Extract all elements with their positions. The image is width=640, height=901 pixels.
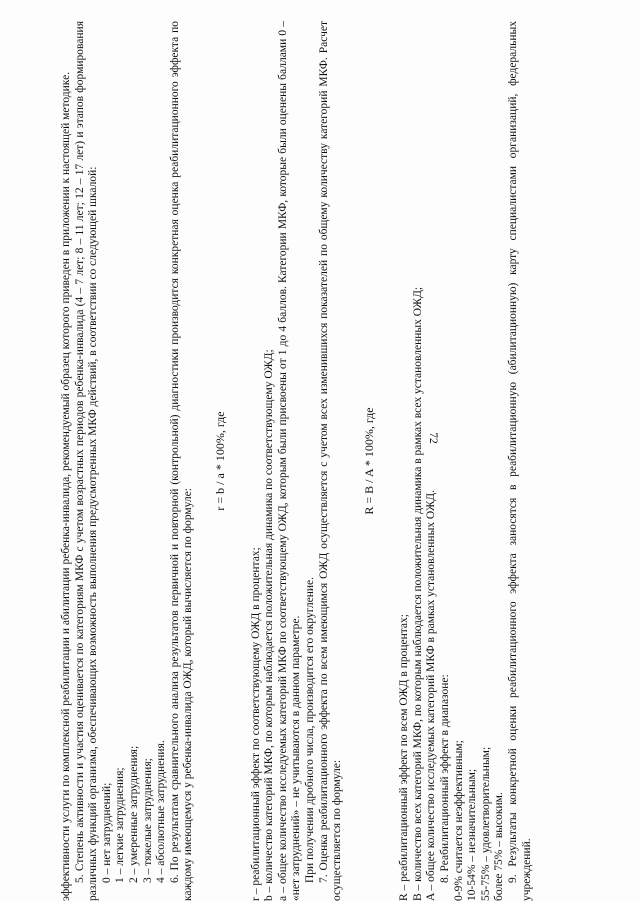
paragraph-9: 9. Результаты конкретной оценки реабилитационного эффекта заносятся в реабилитационную (абилитационную) карту специалистами организаций, федеральных учреждений. — [507, 21, 533, 901]
scale-item-2: 2 – умеренные затруднения; — [127, 745, 140, 883]
paragraph-8: 8. Реабилитационный эффект в диапазоне: — [439, 674, 452, 883]
scale-item-0: 0 – нет затруднений; — [100, 782, 113, 883]
definition-B: B – количество всех категорий МКФ, по которым наблюдается положительная динамика в рамках всех установленных ОЖД; — [411, 286, 424, 901]
range-10-54: 10-54% – незначительным; — [466, 768, 479, 901]
paragraph-intro: эффективности услуги по комплексной реабилитации и абилитации ребенка-инвалида, рекомендуемый образец которого приведен в приложении к настоящей методике. — [60, 71, 72, 901]
formula-r: r = b / a * 100%, где — [212, 411, 227, 511]
range-above-75: более 75% – высоким. — [493, 792, 506, 901]
definition-b: b – количество категорий МКФ, по которым наблюдается положительная динамика по соответствующему ОЖД; — [263, 349, 276, 901]
definition-R: R – реабилитационный эффект по всем ОЖД в процентах; — [398, 614, 411, 901]
range-0-9: 0-9% считается неэффективным; — [452, 740, 465, 901]
scale-item-4: 4 – абсолютные затруднения. — [155, 740, 168, 883]
range-55-75: 55-75% – удовлетворительным; — [479, 746, 492, 901]
scale-item-1: 1 – легкие затруднения; — [114, 767, 127, 883]
paragraph-5: 5. Степень активности и участия оценивается по категориям МКФ с учетом возрастных периодов ребенка-инвалида (4 – 7 лет; 8 – 11 лет; 12 – 17 лет) и этапов формирования различных функций организма, обеспечивающих возможность выполнения предусмотренных МКФ действий, в соответствии со следующей шкалой: — [73, 21, 100, 901]
paragraph-6: 6. По результатам сравнительного анализа результатов первичной и повторной (контрольной) диагностики производится конкретная оценка реабилитационного эффекта по каждому имеющемуся у ребенка-инвалида ОЖД, который вычисляется по формуле: — [168, 21, 195, 901]
definition-a: a – общее количество исследуемых категорий МКФ по соответствующему ОЖД, которым были присвоены от 1 до 4 баллов. Категории МКФ, которые были оценены баллами 0 – «нет затруднений» – не учитываются в данном параметре. — [276, 21, 303, 901]
rotated-text-block — [60, 21, 620, 901]
definition-r: r – реабилитационный эффект по соответствующему ОЖД в процентах; — [249, 547, 262, 901]
rounding-note: При получении дробного числа, производится его округление. — [303, 576, 316, 883]
scale-item-3: 3 – тяжелые затруднения; — [141, 758, 154, 883]
formula-R: R = B / A * 100%, где — [361, 407, 376, 515]
page-number: 72 — [426, 432, 439, 444]
definition-A: A – общее количество исследуемых категорий МКФ в рамках установленных ОЖД. — [425, 490, 438, 901]
paragraph-7: 7. Оценка реабилитационного эффекта по всем имеющимся ОЖД осуществляется с учетом всех изменившихся показателей по общему количеству категорий МКФ. Расчет осуществляется по формуле: — [317, 21, 344, 901]
